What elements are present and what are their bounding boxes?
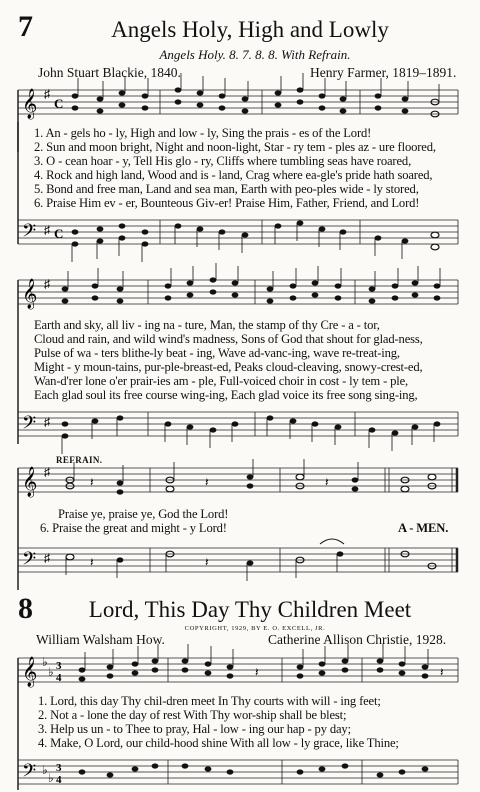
treble-clef-icon: 𝄞 — [22, 467, 38, 496]
svg-text:♯: ♯ — [44, 551, 50, 565]
verse-line: 2. Sun and moon bright, Night and noon-light, Star - ry tem - ples az - ure floored, — [34, 140, 436, 154]
copyright-notice: COPYRIGHT, 1929, BY E. O. EXCELL, JR. — [184, 625, 326, 632]
svg-text:♭: ♭ — [42, 655, 48, 669]
bass-clef-icon: 𝄢 — [22, 548, 37, 573]
verse-line: Each glad soul its free course wing-ing, Each glad voice its free song sing-ing, — [34, 388, 418, 402]
svg-text:C: C — [54, 226, 64, 241]
svg-text:C: C — [54, 96, 64, 111]
hymn-author: John Stuart Blackie, 1840. — [38, 65, 181, 80]
svg-text:4: 4 — [56, 672, 62, 684]
music-staff-bass — [0, 752, 480, 792]
verse-line: 3. Help us un - to Thee to pray, Hal - low - ing our hap - py day; — [38, 722, 351, 736]
music-staff-treble — [0, 460, 480, 500]
verse-line: Cloud and rain, and wild wind's madness, Sons of God that shout for glad-ness, — [34, 332, 423, 346]
hymn-meter: Angels Holy. 8. 7. 8. 8. With Refrain. — [159, 47, 351, 62]
svg-text:𝄽: 𝄽 — [90, 555, 94, 569]
verse-line: Pulse of wa - ters blithe-ly beat - ing, Wave ad-vanc-ing, wave re-treat-ing, — [34, 346, 400, 360]
svg-text:𝄽: 𝄽 — [90, 475, 94, 489]
verse-line: Wan-d'rer lone o'er prair-ies am - ple, Full-voiced choir in cost - ly tem - ple, — [34, 374, 409, 388]
verse-line: 3. O - cean hoar - y, Tell His glo - ry, Cliffs where tumbling seas have roared, — [34, 154, 412, 168]
refrain-line: 6. Praise the great and might - y Lord! — [40, 521, 227, 535]
svg-text:4: 4 — [56, 774, 62, 786]
verse-line: 1. An - gels ho - ly, High and low - ly, Sing the prais - es of the Lord! — [34, 126, 372, 140]
svg-text:♯: ♯ — [44, 465, 50, 479]
svg-text:♯: ♯ — [44, 277, 50, 291]
verse-line: 6. Praise Him ev - er, Bounteous Giv-er! Praise Him, Father, Friend, and Lord! — [34, 196, 420, 210]
refrain-label: REFRAIN. — [56, 455, 103, 465]
verse-line: Earth and sky, all liv - ing na - ture, Man, the stamp of thy Cre - a - tor, — [34, 318, 380, 332]
treble-clef-icon: 𝄞 — [22, 279, 38, 308]
hymn-composer: Catherine Allison Christie, 1928. — [268, 632, 447, 647]
svg-text:𝄽: 𝄽 — [205, 475, 209, 489]
music-staff-bass — [0, 540, 480, 580]
verse-line: 4. Rock and high land, Wood and is - land, Crag where ea-gle's pride hath soared, — [34, 168, 433, 182]
hymn-number: 8 — [18, 592, 33, 625]
treble-clef-icon: 𝄞 — [22, 89, 38, 118]
music-staff-bass — [0, 212, 480, 252]
verse-line: Might - y moun-tains, pur-ple-breast-ed, Peaks cloud-cleaving, snowy-crest-ed, — [34, 360, 423, 374]
svg-text:𝄽: 𝄽 — [325, 475, 329, 489]
refrain-line: Praise ye, praise ye, God the Lord! — [58, 507, 229, 521]
svg-text:♯: ♯ — [44, 415, 50, 429]
music-staff-treble — [0, 272, 480, 312]
verse-line: 4. Make, O Lord, our child-hood shine With all low - ly grace, like Thine; — [38, 736, 399, 750]
svg-text:3: 3 — [56, 762, 62, 774]
hymn-number: 7 — [18, 10, 33, 43]
music-staff-bass — [0, 404, 480, 444]
svg-text:𝄽: 𝄽 — [255, 665, 259, 679]
verse-line: 5. Bond and free man, Land and sea man, Earth with peo-ples wide - ly stored, — [34, 182, 419, 196]
bass-clef-icon: 𝄢 — [22, 412, 37, 437]
hymn-title: Lord, This Day Thy Children Meet — [88, 597, 412, 622]
svg-text:♯: ♯ — [44, 223, 50, 237]
hymn-title: Angels Holy, High and Lowly — [111, 17, 389, 42]
music-staff-treble — [0, 82, 480, 122]
verse-line: 1. Lord, this day Thy chil-dren meet In Thy courts with will - ing feet; — [38, 694, 381, 708]
amen-label: A - MEN. — [398, 521, 449, 535]
svg-text:𝄽: 𝄽 — [440, 665, 444, 679]
bass-clef-icon: 𝄢 — [22, 760, 37, 785]
hymn-author: William Walsham How. — [36, 632, 165, 647]
svg-text:♭: ♭ — [48, 771, 54, 785]
svg-text:3: 3 — [56, 660, 62, 672]
svg-text:♯: ♯ — [44, 87, 50, 101]
svg-text:𝄽: 𝄽 — [205, 555, 209, 569]
treble-clef-icon: 𝄞 — [22, 657, 38, 686]
verse-line: 2. Not a - lone the day of rest With Thy wor-ship shall be blest; — [38, 708, 347, 722]
svg-text:♭: ♭ — [48, 665, 54, 679]
bass-clef-icon: 𝄢 — [22, 220, 37, 245]
svg-text:♭: ♭ — [42, 763, 48, 777]
music-staff-treble — [0, 650, 480, 690]
hymn-composer: Henry Farmer, 1819–1891. — [310, 65, 457, 80]
